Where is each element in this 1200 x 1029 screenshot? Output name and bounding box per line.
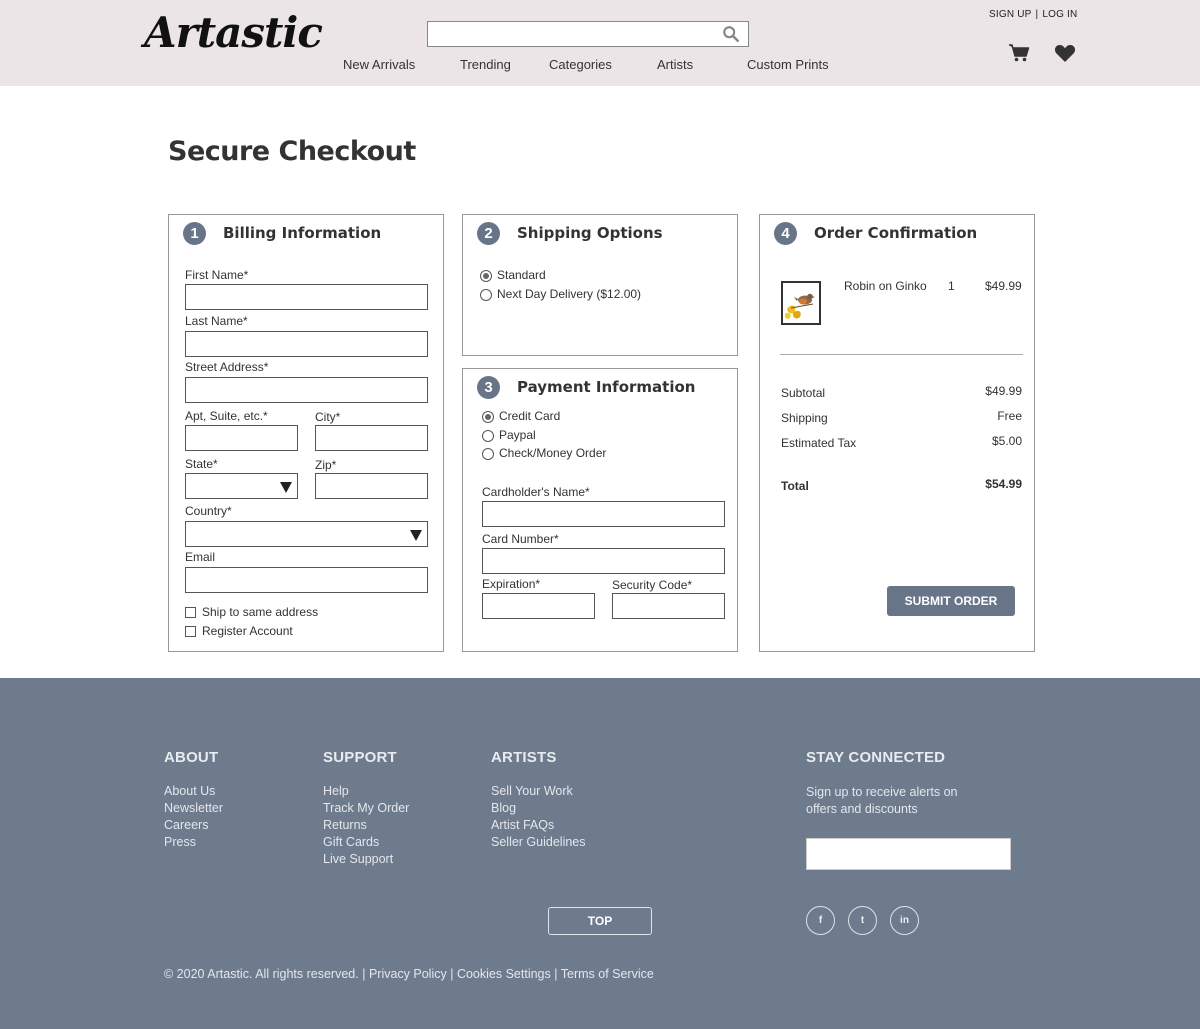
legal-separator: | xyxy=(362,967,366,981)
facebook-icon[interactable]: f xyxy=(806,906,835,935)
footer-link-sell-your-work[interactable]: Sell Your Work xyxy=(491,784,573,798)
nav-categories[interactable]: Categories xyxy=(549,57,612,72)
last-name-field[interactable] xyxy=(185,331,428,357)
footer-artists-title: ARTISTS xyxy=(491,749,557,766)
chevron-down-icon xyxy=(280,482,292,493)
cart-icon[interactable] xyxy=(1008,43,1030,63)
site-footer xyxy=(0,678,1200,1029)
legal-separator: | xyxy=(554,967,558,981)
city-label: City* xyxy=(315,410,341,424)
step-badge-3: 3 xyxy=(477,376,500,399)
nav-trending[interactable]: Trending xyxy=(460,57,511,72)
email-label: Email xyxy=(185,550,216,564)
page-title: Secure Checkout xyxy=(168,136,416,167)
shipping-cost-label: Shipping xyxy=(781,411,828,425)
zip-field[interactable] xyxy=(315,473,428,499)
payment-credit-card-radio[interactable] xyxy=(482,411,494,423)
legal-separator: | xyxy=(450,967,454,981)
footer-link-artist-faqs[interactable]: Artist FAQs xyxy=(491,818,555,832)
payment-title: Payment Information xyxy=(517,378,696,396)
shipping-cost-value: Free xyxy=(997,409,1022,423)
cardholder-label: Cardholder's Name* xyxy=(482,485,590,499)
payment-paypal-radio[interactable] xyxy=(482,430,494,442)
shipping-nextday-radio[interactable] xyxy=(480,289,492,301)
heart-icon[interactable] xyxy=(1054,43,1076,63)
footer-link-help[interactable]: Help xyxy=(323,784,349,798)
email-field[interactable] xyxy=(185,567,428,593)
register-label: Register Account xyxy=(202,624,293,638)
shipping-standard-radio[interactable] xyxy=(480,270,492,282)
footer-link-live-support[interactable]: Live Support xyxy=(323,852,394,866)
expiration-field[interactable] xyxy=(482,593,595,619)
last-name-label: Last Name* xyxy=(185,314,248,328)
shipping-standard-label: Standard xyxy=(497,268,546,282)
state-label: State* xyxy=(185,457,218,471)
search-input[interactable] xyxy=(427,21,749,47)
register-checkbox[interactable] xyxy=(185,626,196,637)
tax-value: $5.00 xyxy=(991,434,1022,448)
payment-paypal-label: Paypal xyxy=(499,428,536,442)
nav-custom-prints[interactable]: Custom Prints xyxy=(747,57,829,72)
cardholder-field[interactable] xyxy=(482,501,725,527)
newsletter-email-input[interactable] xyxy=(806,838,1011,870)
footer-link-careers[interactable]: Careers xyxy=(164,818,209,832)
footer-link-seller-guidelines[interactable]: Seller Guidelines xyxy=(491,835,586,849)
robin-on-ginko-image xyxy=(783,283,819,323)
submit-order-button[interactable]: SUBMIT ORDER xyxy=(887,586,1015,616)
subtotal-label: Subtotal xyxy=(781,386,826,400)
footer-connect-title: STAY CONNECTED xyxy=(806,749,946,766)
total-value: $54.99 xyxy=(985,477,1022,491)
tax-label: Estimated Tax xyxy=(781,436,857,450)
log-in-link[interactable]: LOG IN xyxy=(1042,9,1078,20)
confirmation-title: Order Confirmation xyxy=(814,224,978,242)
copyright-text: © 2020 Artastic. All rights reserved. xyxy=(164,967,359,981)
shipping-nextday-label: Next Day Delivery ($12.00) xyxy=(497,287,642,301)
back-to-top-button[interactable]: TOP xyxy=(548,907,652,935)
zip-label: Zip* xyxy=(315,458,337,472)
footer-about-title: ABOUT xyxy=(164,749,219,766)
footer-link-returns[interactable]: Returns xyxy=(323,818,367,832)
state-select[interactable] xyxy=(185,473,298,499)
auth-links xyxy=(989,9,1077,20)
card-number-label: Card Number* xyxy=(482,532,559,546)
security-code-field[interactable] xyxy=(612,593,725,619)
nav-artists[interactable]: Artists xyxy=(657,57,694,72)
footer-connect-text: Sign up to receive alerts on offers and discounts xyxy=(806,785,958,816)
footer-link-newsletter[interactable]: Newsletter xyxy=(164,801,224,815)
summary-divider xyxy=(780,354,1023,355)
payment-check-radio[interactable] xyxy=(482,448,494,460)
country-label: Country* xyxy=(185,504,232,518)
payment-credit-card-label: Credit Card xyxy=(499,409,561,423)
first-name-label: First Name* xyxy=(185,268,249,282)
ship-same-checkbox[interactable] xyxy=(185,607,196,618)
footer-legal xyxy=(164,967,654,981)
street-field[interactable] xyxy=(185,377,428,403)
footer-link-about-us[interactable]: About Us xyxy=(164,784,216,798)
footer-link-gift-cards[interactable]: Gift Cards xyxy=(323,835,380,849)
nav-new-arrivals[interactable]: New Arrivals xyxy=(343,57,416,72)
step-badge-4: 4 xyxy=(774,222,797,245)
billing-title: Billing Information xyxy=(223,224,382,242)
apt-field[interactable] xyxy=(185,425,298,451)
first-name-field[interactable] xyxy=(185,284,428,310)
sign-up-link[interactable]: SIGN UP xyxy=(989,9,1032,20)
street-label: Street Address* xyxy=(185,360,269,374)
item-quantity: 1 xyxy=(948,279,955,293)
terms-of-service-link[interactable]: Terms of Service xyxy=(560,967,654,981)
privacy-policy-link[interactable]: Privacy Policy xyxy=(368,967,447,981)
expiration-label: Expiration* xyxy=(482,577,541,591)
twitter-icon[interactable]: t xyxy=(848,906,877,935)
chevron-down-icon xyxy=(410,530,422,541)
payment-check-label: Check/Money Order xyxy=(499,446,607,460)
security-code-label: Security Code* xyxy=(612,578,693,592)
auth-separator: | xyxy=(1035,9,1039,20)
apt-label: Apt, Suite, etc.* xyxy=(185,409,268,423)
site-logo[interactable]: Artastic xyxy=(144,8,322,57)
site-header xyxy=(0,0,1200,86)
city-field[interactable] xyxy=(315,425,428,451)
step-badge-1: 1 xyxy=(183,222,206,245)
shipping-title: Shipping Options xyxy=(517,224,663,242)
cookies-settings-link[interactable]: Cookies Settings xyxy=(456,967,551,981)
card-number-field[interactable] xyxy=(482,548,725,574)
item-price: $49.99 xyxy=(985,279,1022,293)
country-select[interactable] xyxy=(185,521,428,547)
footer-support-title: SUPPORT xyxy=(323,749,397,766)
item-name: Robin on Ginko xyxy=(844,279,927,293)
step-badge-2: 2 xyxy=(477,222,500,245)
search-icon[interactable] xyxy=(722,25,740,43)
subtotal-value: $49.99 xyxy=(985,384,1022,398)
ship-same-label: Ship to same address xyxy=(202,605,319,619)
total-label: Total xyxy=(781,479,809,493)
footer-link-press[interactable]: Press xyxy=(164,835,196,849)
footer-link-track-order[interactable]: Track My Order xyxy=(323,801,410,815)
footer-link-blog[interactable]: Blog xyxy=(491,801,517,815)
linkedin-icon[interactable]: in xyxy=(890,906,919,935)
product-thumbnail[interactable] xyxy=(781,281,821,325)
